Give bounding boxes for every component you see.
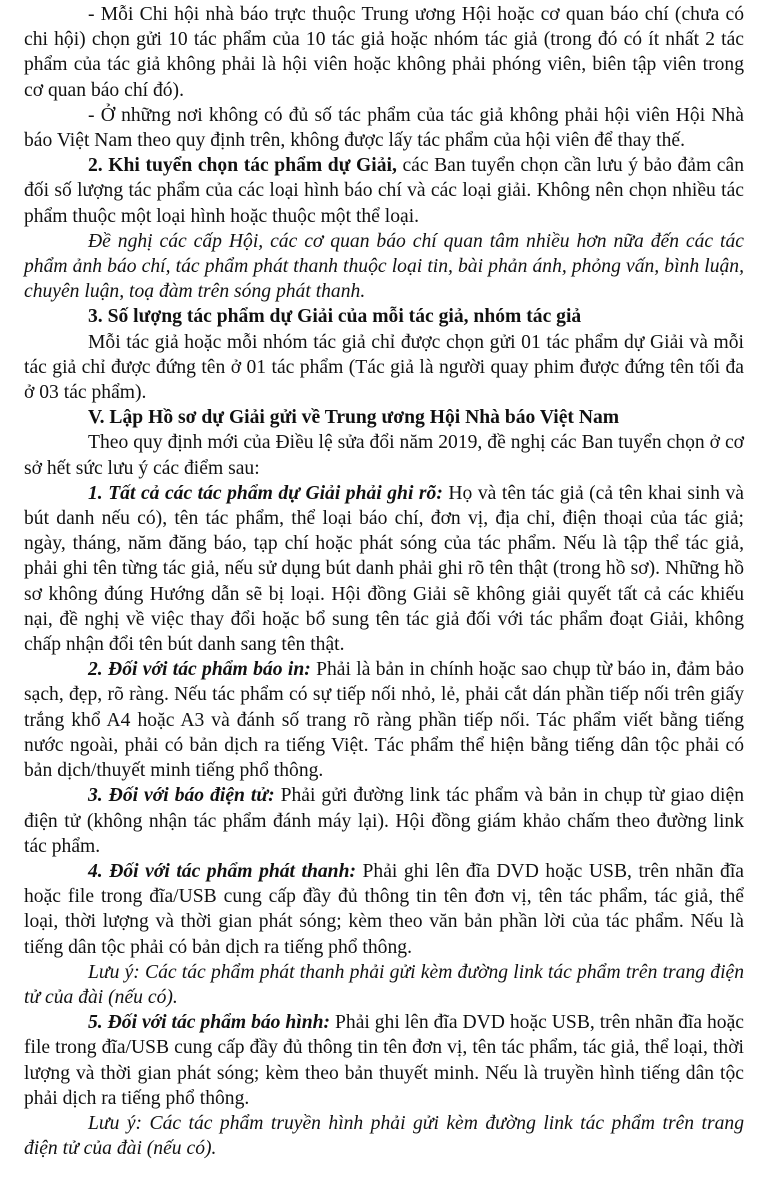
paragraph-item-1 — [24, 481, 744, 657]
paragraph-non-member-rule: - Ở những nơi không có đủ số tác phẩm của tác giả không phải hội viên Hội Nhà báo Việt Nam theo quy định trên, không được lấy tác phẩm của hội viên để thay thế. — [24, 104, 744, 152]
paragraph-radio-note: Lưu ý: Các tác phẩm phát thanh phải gửi kèm đường link tác phẩm trên trang điện tử của đài (nếu có). — [24, 961, 744, 1008]
item-5-text: Phải ghi lên đĩa DVD hoặc USB, trên nhãn đĩa hoặc file trong đĩa/USB cung cấp đầy đủ thông tin tên đơn vị, tên tác phẩm, tác giả, thể loại, thời lượng và thời gian phát sóng; kèm theo bản thuyết minh. Nếu là truyền hình tiếng dân tộc phải dịch ra tiếng phổ thông. — [24, 1012, 744, 1109]
item-4-lead: 4. Đối với tác phẩm phát thanh: — [88, 860, 356, 882]
paragraph-selection-balance — [24, 153, 744, 229]
heading-section-v: V. Lập Hồ sơ dự Giải gửi về Trung ương Hội Nhà báo Việt Nam — [88, 407, 620, 429]
item-1-text: Họ và tên tác giả (cả tên khai sinh và bút danh nếu có), tên tác phẩm, thể loại báo chí, đơn vị, địa chỉ, điện thoại của tác giả; ngày, tháng, năm đăng báo, tạp chí hoặc phát sóng của tác phẩm. Nếu là tập thể tác giả, phải ghi tên từng tác giả, nếu sử dụng bút danh phải ghi rõ tên thật (trong hồ sơ). Những hồ sơ không đúng Hướng dẫn sẽ bị loại. Hội đồng Giải sẽ không giải quyết tất cả các khiếu nại, đề nghị về việc thay đổi hoặc bổ sung tên tác giả đối với tác phẩm đoạt Giải, không chấp nhận đổi tên bút danh sang tên thật. — [24, 482, 744, 656]
item-4-text: Phải ghi lên đĩa DVD hoặc USB, trên nhãn đĩa hoặc file trong đĩa/USB cung cấp đầy đủ thông tin tên đơn vị, tên tác phẩm, tác giả, thể loại, thời lượng và thời gian phát sóng; kèm theo văn bản phần lời của tác phẩm. Nếu là tiếng dân tộc phải có bản dịch ra tiếng phổ thông. — [24, 860, 744, 958]
paragraph-item-5 — [24, 1010, 744, 1111]
item-2-text: Phải là bản in chính hoặc sao chụp từ báo in, đảm bảo sạch, đẹp, rõ ràng. Nếu tác phẩm có sự tiếp nối nhỏ, lẻ, phải cắt dán phần tiếp nối trên giấy trắng khổ A4 hoặc A3 và đánh số trang rõ ràng phần tiếp nối. Tác phẩm viết bằng tiếng nước ngoài, phải có bản dịch ra tiếng Việt. Tác phẩm thể hiện bằng tiếng dân tộc phải có bản dịch/thuyết minh tiếng phổ thông. — [24, 659, 744, 782]
paragraph-recommendation: Đề nghị các cấp Hội, các cơ quan báo chí quan tâm nhiều hơn nữa đến các tác phẩm ảnh báo chí, tác phẩm phát thanh thuộc loại tin, bài phản ánh, phỏng vấn, bình luận, chuyên luận, toạ đàm trên sóng phát thanh. — [24, 230, 744, 303]
item-3-text: Phải gửi đường link tác phẩm và bản in chụp từ giao diện điện tử (không nhận tác phẩm đánh máy lại). Hội đồng giám khảo chấm theo đường link tác phẩm. — [24, 785, 744, 857]
paragraph-tv-note: Lưu ý: Các tác phẩm truyền hình phải gửi kèm đường link tác phẩm trên trang điện tử của đài (nếu có). — [24, 1112, 744, 1160]
paragraph-item-2 — [24, 657, 744, 783]
heading-entry-quantity: 3. Số lượng tác phẩm dự Giải của mỗi tác giả, nhóm tác giả — [88, 306, 582, 328]
paragraph-entry-quantity: Mỗi tác giả hoặc mỗi nhóm tác giả chỉ được chọn gửi 01 tác phẩm dự Giải và mỗi tác giả chỉ được đứng tên ở 01 tác phẩm (Tác giả là người quay phim được đứng tên tối đa ở 03 tác phẩm). — [24, 331, 744, 404]
paragraph-item-3 — [24, 783, 744, 859]
item-5-lead: 5. Đối với tác phẩm báo hình: — [88, 1012, 331, 1034]
item-2-lead: 2. Đối với tác phẩm báo in: — [88, 659, 311, 681]
selection-balance-lead: 2. Khi tuyển chọn tác phẩm dự Giải, — [88, 155, 397, 177]
paragraph-item-4 — [24, 859, 744, 960]
item-3-lead: 3. Đối với báo điện tử: — [88, 785, 275, 807]
item-1-lead: 1. Tất cả các tác phẩm dự Giải phải ghi rõ: — [88, 482, 443, 504]
paragraph-charter-note: Theo quy định mới của Điều lệ sửa đổi năm 2019, đề nghị các Ban tuyển chọn ở cơ sở hết sức lưu ý các điểm sau: — [24, 432, 744, 479]
selection-balance-text: các Ban tuyển chọn cần lưu ý bảo đảm cân đối số lượng tác phẩm của các loại hình báo chí và các loại giải. Không nên chọn nhiều tác phẩm thuộc một loại hình hoặc thuộc một thể loại. — [24, 155, 744, 227]
paragraph-chi-hoi-rule: - Mỗi Chi hội nhà báo trực thuộc Trung ương Hội hoặc cơ quan báo chí (chưa có chi hội) chọn gửi 10 tác phẩm của 10 tác giả hoặc nhóm tác giả (trong đó có ít nhất 2 tác phẩm của tác giả không phải là hội viên hoặc không phải phóng viên, biên tập viên trong cơ quan báo chí đó). — [24, 4, 744, 101]
